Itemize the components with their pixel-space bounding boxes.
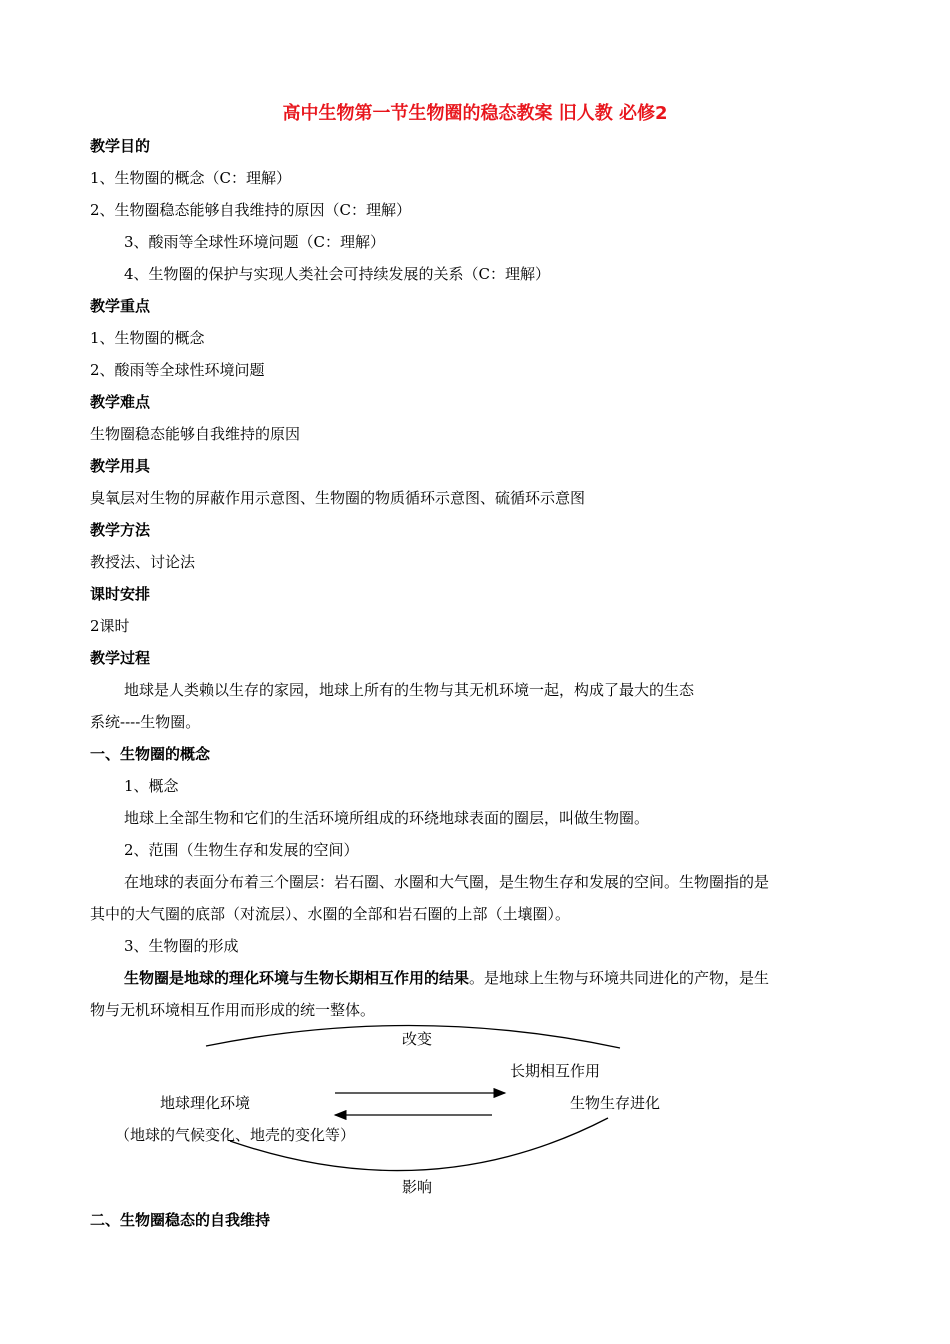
diagram-right-label: 生物生存进化 [570,1094,661,1112]
formation-heading: 3、生物圈的形成 [124,937,239,955]
diagram-bottom-label: 影响 [402,1178,433,1196]
methods-heading: 教学方法 [90,521,151,539]
scope-line1: 在地球的表面分布着三个圈层：岩石圈、水圈和大气圈，是生物生存和发展的空间。生物圈指的是 [124,873,770,891]
objective-item: 2、生物圈稳态能够自我维持的原因（C：理解） [90,201,412,219]
methods-text: 教授法、讨论法 [90,553,196,571]
document-title: 高中生物第一节生物圈的稳态教案 旧人教 必修2 [282,103,668,124]
diagram-interaction-label: 长期相互作用 [510,1062,601,1080]
objectives-heading: 教学目的 [90,137,151,155]
objective-item: 4、生物圈的保护与实现人类社会可持续发展的关系（C：理解） [124,265,551,283]
key-point-item: 1、生物圈的概念 [90,329,205,347]
key-points-heading: 教学重点 [90,297,151,315]
section2-heading: 二、生物圈稳态的自我维持 [90,1211,271,1229]
section1-heading: 一、生物圈的概念 [90,745,211,763]
process-heading: 教学过程 [90,649,151,667]
objective-item: 1、生物圈的概念（C：理解） [90,169,292,187]
difficulty-text: 生物圈稳态能够自我维持的原因 [90,425,301,443]
schedule-text: 2课时 [90,617,130,635]
difficulty-heading: 教学难点 [90,393,151,411]
formation-rest: 。是地球上生物与环境共同进化的产物，是生 [469,969,770,987]
tools-text: 臭氧层对生物的屏蔽作用示意图、生物圈的物质循环示意图、硫循环示意图 [90,489,586,507]
concept-heading: 1、概念 [124,777,179,795]
diagram-top-label: 改变 [402,1030,433,1048]
formation-bold: 生物圈是地球的理化环境与生物长期相互作用的结果 [124,969,470,987]
schedule-heading: 课时安排 [90,585,151,603]
process-intro-line1: 地球是人类赖以生存的家园，地球上所有的生物与其无机环境一起，构成了最大的生态 [124,681,695,699]
scope-line2: 其中的大气圈的底部（对流层）、水圈的全部和岩石圈的上部（土壤圈）。 [90,905,571,923]
key-point-item: 2、酸雨等全球性环境问题 [90,361,265,379]
formation-line2: 物与无机环境相互作用而形成的统一整体。 [90,1001,376,1019]
diagram-left-label: 地球理化环境 [160,1094,251,1112]
scope-heading: 2、范围（生物生存和发展的空间） [124,841,359,859]
tools-heading: 教学用具 [90,457,151,475]
concept-text: 地球上全部生物和它们的生活环境所组成的环绕地球表面的圈层，叫做生物圈。 [124,809,650,827]
diagram-left-sub: （地球的气候变化、地壳的变化等） [115,1126,356,1144]
objective-item: 3、酸雨等全球性环境问题（C：理解） [124,233,386,251]
process-intro-line2: 系统----生物圈。 [90,713,201,731]
